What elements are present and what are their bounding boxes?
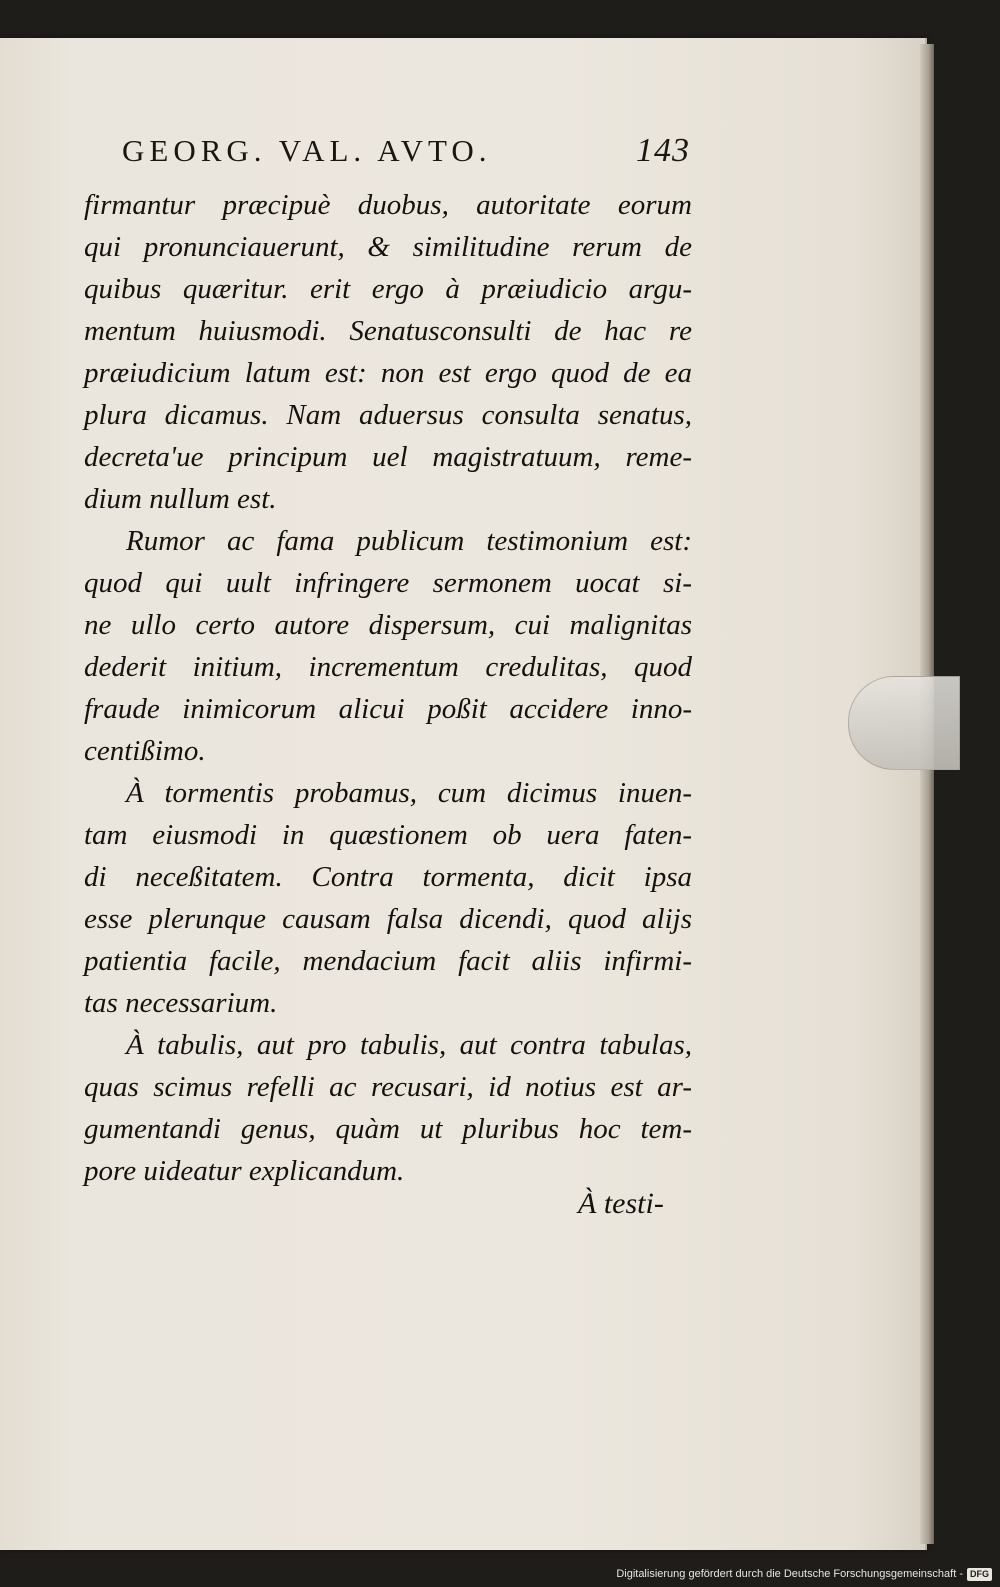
running-title: GEORG. VAL. AVTO. (122, 133, 492, 168)
text-line: dium nullum est. (84, 483, 277, 515)
text-line: plura dicamus. Nam aduersus consulta senatus, (84, 399, 692, 431)
text-line: esse plerunque causam falsa dicendi, quod alijs (84, 903, 692, 935)
text-line: patientia facile, mendacium facit aliis infirmi- (84, 945, 692, 977)
running-header (122, 132, 690, 170)
text-line: mentum huiusmodi. Senatusconsulti de hac re (84, 315, 692, 347)
text-line: À tabulis, aut pro tabulis, aut contra tabulas, (126, 1029, 692, 1061)
text-line: quas scimus refelli ac recusari, id notius est ar- (84, 1071, 692, 1103)
page-edge (920, 44, 934, 1544)
text-line: Rumor ac fama publicum testimonium est: (126, 525, 692, 557)
text-line: fraude inimicorum alicui poßit accidere inno- (84, 693, 692, 725)
text-line: gumentandi genus, quàm ut pluribus hoc tem- (84, 1113, 692, 1145)
text-line: firmantur præcipuè duobus, autoritate eorum (84, 189, 692, 221)
text-line: quod qui uult infringere sermonem uocat si- (84, 567, 692, 599)
text-line: tam eiusmodi in quæstionem ob uera faten- (84, 819, 692, 851)
text-line: ne ullo certo autore dispersum, cui malignitas (84, 609, 692, 641)
text-line: pore uideatur explicandum. (84, 1155, 405, 1187)
text-line: quibus quæritur. erit ergo à præiudicio argu- (84, 273, 692, 305)
digitization-credit (616, 1565, 992, 1583)
text-line: decreta'ue principum uel magistratuum, reme- (84, 441, 692, 473)
body-text (84, 184, 692, 1192)
text-line: præiudicium latum est: non est ergo quod de ea (84, 357, 692, 389)
credit-text: Digitalisierung gefördert durch die Deutsche Forschungsgemeinschaft - (616, 1568, 963, 1580)
catchword: À testi- (578, 1187, 664, 1220)
text-line: di neceßitatem. Contra tormenta, dicit ipsa (84, 861, 692, 893)
page-clip (848, 676, 960, 770)
text-line: dederit initium, incrementum credulitas, quod (84, 651, 692, 683)
text-line: tas necessarium. (84, 987, 278, 1019)
text-line: centißimo. (84, 735, 206, 767)
text-line: qui pronunciauerunt, & similitudine rerum de (84, 231, 692, 263)
page-number: 143 (636, 132, 690, 169)
dfg-logo: DFG (967, 1568, 992, 1581)
text-line: À tormentis probamus, cum dicimus inuen- (126, 777, 692, 809)
